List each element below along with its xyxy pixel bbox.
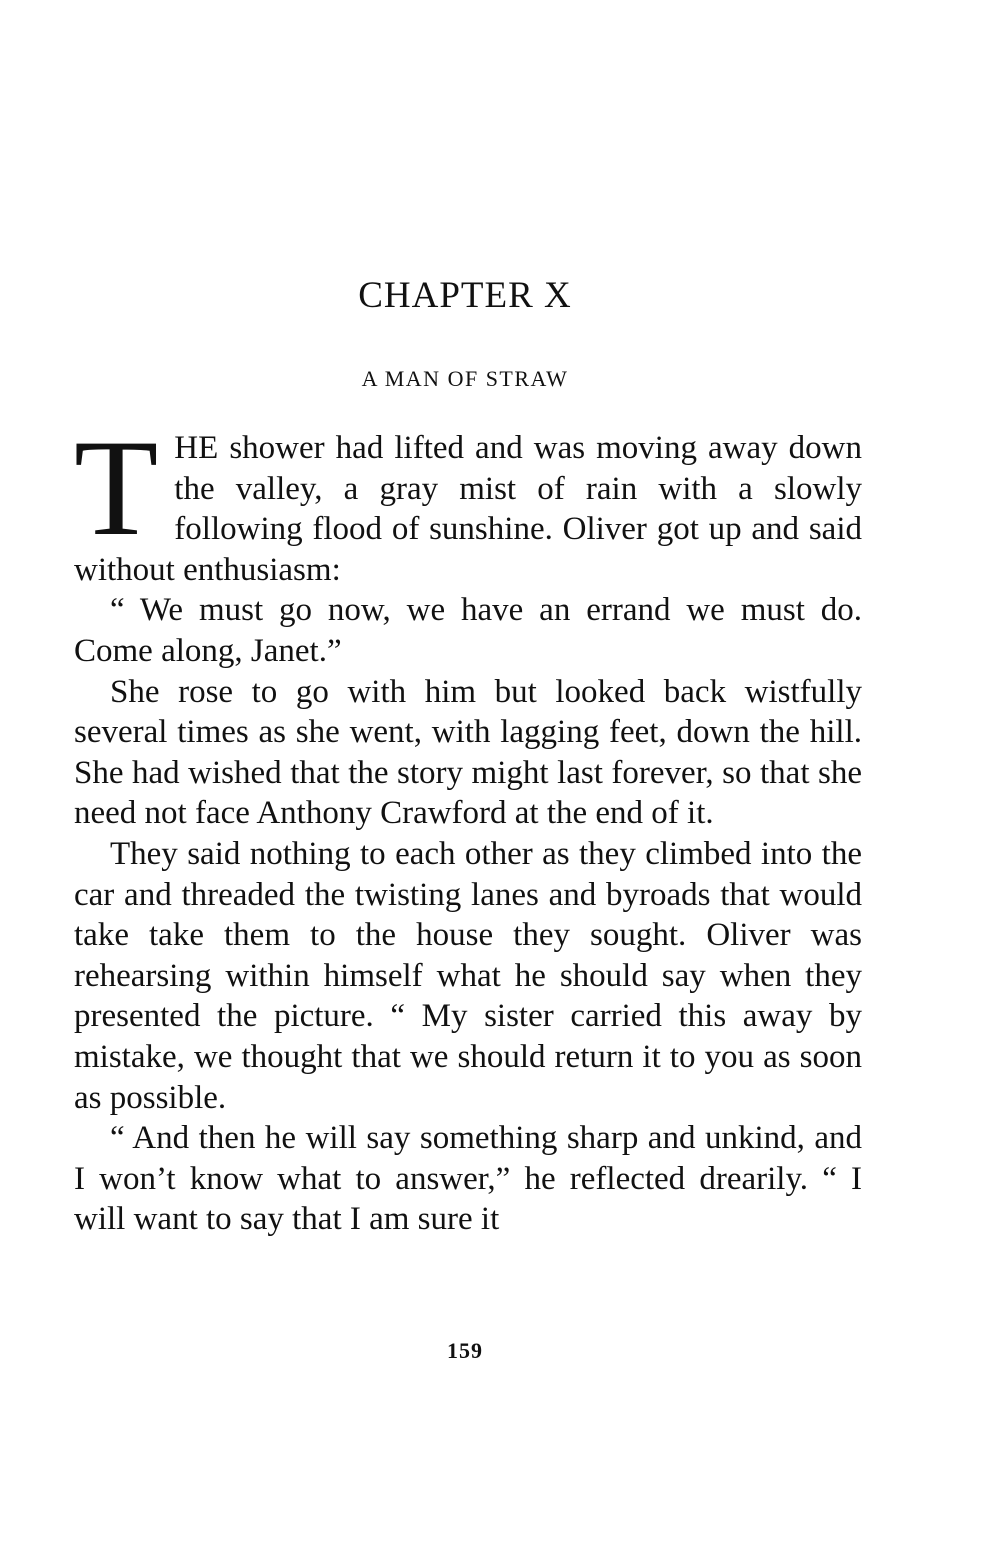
paragraph-1 [74, 411, 862, 590]
paragraph-2: “ We must go now, we have an errand we must do. Come along, Janet.” [74, 592, 862, 669]
paragraph-4: They said nothing to each other as they climbed into the car and threaded the twisting lanes and byroads that would take take them to the house they sought. Oliver was rehearsing within himself what he should say when they presented the picture. “ My sister carried this away by mistake, we thought that we should return it to you as soon as possible. [74, 835, 862, 1116]
paragraph-5: “ And then he will say something sharp and unkind, and I won’t know what to answer,” he reflected drearily. “ I will want to say that I am sure it [74, 1120, 862, 1238]
page-number: 159 [447, 1338, 483, 1363]
body-text [74, 411, 862, 1240]
chapter-title: CHAPTER X [358, 275, 572, 316]
chapter-subtitle: A MAN OF STRAW [361, 366, 569, 391]
paragraph-3: She rose to go with him but looked back wistfully several times as she went, with lagging feet, down the hill. She had wished that the story might last forever, so that she need not face Anthony Crawford at the end of it. [74, 673, 862, 832]
paragraph-1-text: HE shower had lifted and was moving away down the valley, a gray mist of rain with a slowly following flood of sunshine. Oliver got up and said without enthusiasm: [74, 430, 862, 588]
drop-cap: T [74, 411, 159, 564]
